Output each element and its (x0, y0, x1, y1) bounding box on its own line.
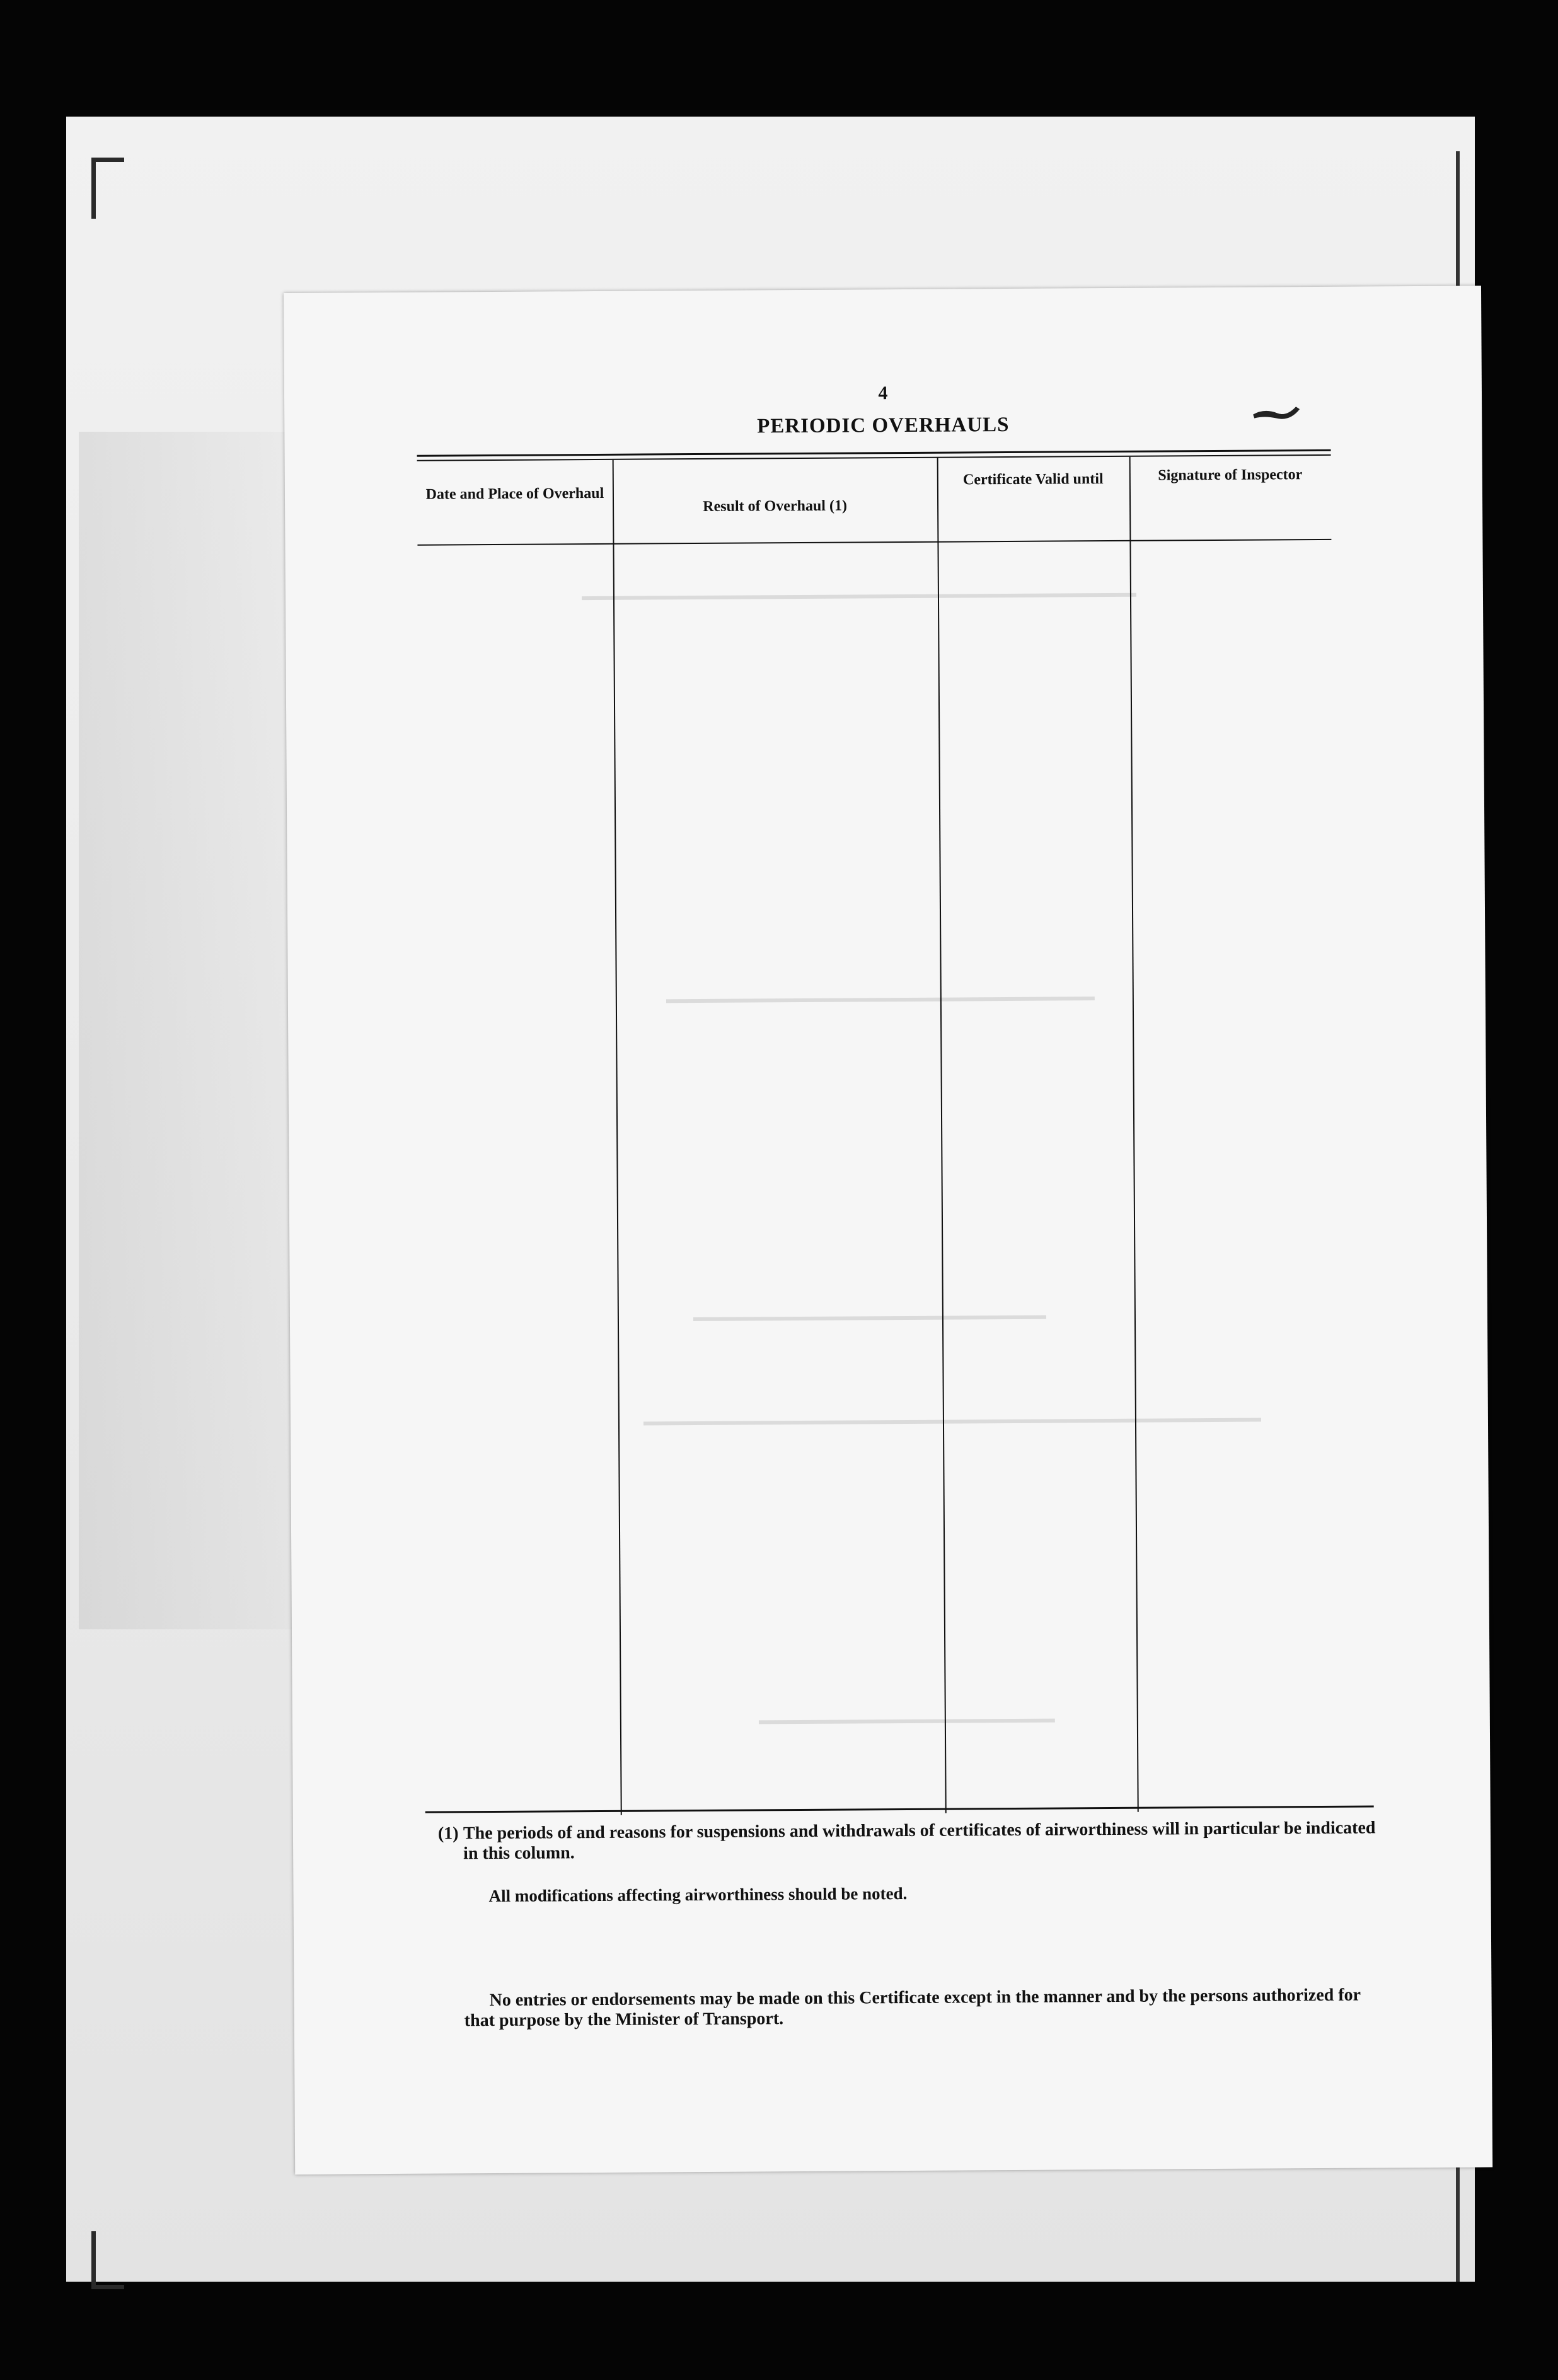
corner-crop-mark-bottom-left (91, 2231, 124, 2289)
bleed-through-text (666, 988, 1107, 1020)
column-header-certificate-valid: Certificate Valid until (962, 471, 1104, 488)
bleed-through-text (759, 1709, 1074, 1742)
corner-crop-mark-top-left (91, 158, 124, 219)
bleed-through-text (693, 1306, 1071, 1339)
column-header-signature: Signature of Inspector (1158, 466, 1303, 484)
column-header-date-place: Date and Place of Overhaul (425, 485, 604, 503)
bleed-through-text (643, 1409, 1274, 1443)
footnote-1 (437, 1818, 1377, 1864)
column-header-result: Result of Overhaul (1) (703, 497, 847, 515)
modifications-note: All modifications affecting airworthiness should be noted. (488, 1884, 908, 1906)
table-column-divider (613, 460, 622, 1815)
table-bottom-rule (425, 1805, 1374, 1813)
table-column-divider (1129, 457, 1139, 1812)
table-header-rule (417, 539, 1331, 546)
footnote-1-text: The periods of and reasons for suspensions and withdrawals of certificates of airworthiness will in particular be indicated in this column. (463, 1818, 1376, 1864)
page-number: 4 (878, 383, 888, 404)
table-top-rule (417, 449, 1331, 461)
page-title: PERIODIC OVERHAULS (757, 413, 1010, 438)
entries-note: No entries or endorsements may be made on this Certificate except in the manner and by the persons authorized for that purpose by the Minister of Transport. (464, 1985, 1361, 2031)
table-column-divider (937, 458, 947, 1813)
document-page (284, 286, 1492, 2175)
bleed-through-text (582, 584, 1149, 618)
footnote-marker: (1) (437, 1823, 459, 1844)
